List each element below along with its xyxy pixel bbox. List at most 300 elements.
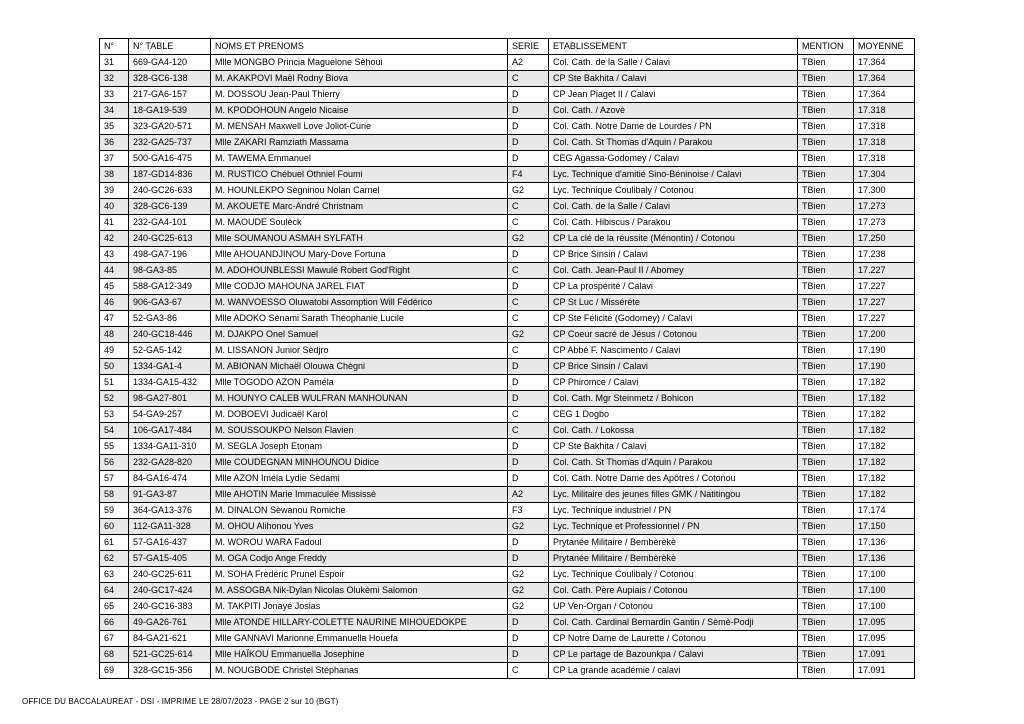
cell-school: Lyc. Technique Coulibaly / Cotonou xyxy=(549,567,798,583)
cell-mention: TBien xyxy=(798,583,854,599)
cell-series: C xyxy=(508,407,549,423)
cell-name: Mlle AZON Iméla Lydie Sèdami xyxy=(211,471,508,487)
cell-number: 45 xyxy=(100,279,129,295)
cell-table-number: 588-GA12-349 xyxy=(129,279,211,295)
cell-mention: TBien xyxy=(798,183,854,199)
cell-number: 39 xyxy=(100,183,129,199)
cell-average: 17.304 xyxy=(854,167,915,183)
cell-table-number: 323-GA20-571 xyxy=(129,119,211,135)
cell-series: F4 xyxy=(508,167,549,183)
cell-series: A2 xyxy=(508,487,549,503)
cell-school: Col. Cath. Hibiscus / Parakou xyxy=(549,215,798,231)
cell-average: 17.364 xyxy=(854,87,915,103)
cell-school: CP Coeur sacré de Jésus / Cotonou xyxy=(549,327,798,343)
cell-average: 17.136 xyxy=(854,535,915,551)
table-row xyxy=(100,87,915,103)
cell-mention: TBien xyxy=(798,167,854,183)
cell-number: 32 xyxy=(100,71,129,87)
table-row xyxy=(100,455,915,471)
cell-mention: TBien xyxy=(798,471,854,487)
cell-name: Mlle TOGODO AZON Paméla xyxy=(211,375,508,391)
table-row xyxy=(100,359,915,375)
cell-number: 34 xyxy=(100,103,129,119)
cell-name: M. ABIONAN Michaël Olouwa Chègni xyxy=(211,359,508,375)
cell-school: Lyc. Militaire des jeunes filles GMK / Natitingou xyxy=(549,487,798,503)
header-number: N° xyxy=(100,39,129,55)
cell-series: D xyxy=(508,615,549,631)
table-row xyxy=(100,503,915,519)
cell-school: Col. Cath. Père Aupiais / Cotonou xyxy=(549,583,798,599)
table-row xyxy=(100,407,915,423)
cell-mention: TBien xyxy=(798,663,854,679)
cell-school: Col. Cath. Jean-Paul II / Abomey xyxy=(549,263,798,279)
cell-series: D xyxy=(508,359,549,375)
cell-school: CP La clé de la réussite (Ménontin) / Cotonou xyxy=(549,231,798,247)
header-average: MOYENNE xyxy=(854,39,915,55)
cell-average: 17.273 xyxy=(854,215,915,231)
cell-name: M. SOHA Frédéric Prunel Espoir xyxy=(211,567,508,583)
cell-table-number: 232-GA4-101 xyxy=(129,215,211,231)
cell-series: D xyxy=(508,375,549,391)
cell-school: Col. Cath. de la Salle / Calavi xyxy=(549,55,798,71)
cell-school: UP Ven-Organ / Cotonou xyxy=(549,599,798,615)
cell-table-number: 240-GC17-424 xyxy=(129,583,211,599)
table-row xyxy=(100,567,915,583)
cell-name: M. HOUNLEKPO Sègninou Nolan Carnel xyxy=(211,183,508,199)
cell-number: 59 xyxy=(100,503,129,519)
cell-mention: TBien xyxy=(798,247,854,263)
cell-average: 17.364 xyxy=(854,71,915,87)
cell-average: 17.095 xyxy=(854,615,915,631)
cell-average: 17.091 xyxy=(854,663,915,679)
cell-table-number: 49-GA26-761 xyxy=(129,615,211,631)
header-names: NOMS ET PRENOMS xyxy=(211,39,508,55)
cell-mention: TBien xyxy=(798,87,854,103)
cell-table-number: 112-GA11-328 xyxy=(129,519,211,535)
cell-mention: TBien xyxy=(798,119,854,135)
cell-name: M. KPODOHOUN Angelo Nicaise xyxy=(211,103,508,119)
cell-school: CP Brice Sinsin / Calavi xyxy=(549,247,798,263)
table-row xyxy=(100,487,915,503)
cell-school: CP St Luc / Misséréte xyxy=(549,295,798,311)
cell-school: CP Le partage de Bazounkpa / Calavi xyxy=(549,647,798,663)
cell-average: 17.190 xyxy=(854,359,915,375)
cell-school: Col. Cath. / Azovè xyxy=(549,103,798,119)
cell-name: M. AKOUETE Marc-André Christnam xyxy=(211,199,508,215)
cell-school: CP Ste Bakhita / Calavi xyxy=(549,439,798,455)
cell-number: 38 xyxy=(100,167,129,183)
cell-table-number: 98-GA3-85 xyxy=(129,263,211,279)
table-row xyxy=(100,551,915,567)
cell-table-number: 57-GA16-437 xyxy=(129,535,211,551)
cell-table-number: 52-GA5-142 xyxy=(129,343,211,359)
cell-average: 17.200 xyxy=(854,327,915,343)
table-row xyxy=(100,615,915,631)
cell-average: 17.182 xyxy=(854,487,915,503)
table-body xyxy=(100,55,915,679)
cell-table-number: 240-GC25-611 xyxy=(129,567,211,583)
cell-number: 55 xyxy=(100,439,129,455)
cell-mention: TBien xyxy=(798,567,854,583)
cell-table-number: 521-GC25-614 xyxy=(129,647,211,663)
cell-mention: TBien xyxy=(798,231,854,247)
cell-mention: TBien xyxy=(798,359,854,375)
cell-number: 41 xyxy=(100,215,129,231)
cell-mention: TBien xyxy=(798,375,854,391)
cell-name: Mlle ADOKO Sènami Sarath Théophanie Lucile xyxy=(211,311,508,327)
cell-series: G2 xyxy=(508,519,549,535)
cell-school: Prytanée Militaire / Bembèrèkè xyxy=(549,535,798,551)
cell-table-number: 187-GD14-836 xyxy=(129,167,211,183)
cell-average: 17.238 xyxy=(854,247,915,263)
cell-table-number: 52-GA3-86 xyxy=(129,311,211,327)
cell-average: 17.250 xyxy=(854,231,915,247)
cell-number: 66 xyxy=(100,615,129,631)
table-row xyxy=(100,119,915,135)
cell-mention: TBien xyxy=(798,327,854,343)
cell-series: C xyxy=(508,663,549,679)
cell-table-number: 498-GA7-196 xyxy=(129,247,211,263)
table-row xyxy=(100,647,915,663)
cell-series: G2 xyxy=(508,183,549,199)
cell-name: M. MAOUDE Souléck xyxy=(211,215,508,231)
cell-number: 58 xyxy=(100,487,129,503)
cell-average: 17.318 xyxy=(854,119,915,135)
table-row xyxy=(100,295,915,311)
cell-table-number: 328-GC15-356 xyxy=(129,663,211,679)
cell-mention: TBien xyxy=(798,439,854,455)
cell-table-number: 84-GA16-474 xyxy=(129,471,211,487)
table-row xyxy=(100,631,915,647)
cell-mention: TBien xyxy=(798,199,854,215)
cell-average: 17.190 xyxy=(854,343,915,359)
header-school: ETABLISSEMENT xyxy=(549,39,798,55)
cell-name: M. SEGLA Joseph Etonam xyxy=(211,439,508,455)
cell-mention: TBien xyxy=(798,215,854,231)
cell-mention: TBien xyxy=(798,391,854,407)
cell-mention: TBien xyxy=(798,487,854,503)
cell-average: 17.318 xyxy=(854,135,915,151)
cell-table-number: 217-GA6-157 xyxy=(129,87,211,103)
header-series: SERIE xyxy=(508,39,549,55)
cell-average: 17.091 xyxy=(854,647,915,663)
cell-name: M. MENSAH Maxwell Love Joliot-Curie xyxy=(211,119,508,135)
cell-average: 17.364 xyxy=(854,55,915,71)
cell-table-number: 1334-GA1-4 xyxy=(129,359,211,375)
cell-series: G2 xyxy=(508,599,549,615)
cell-mention: TBien xyxy=(798,551,854,567)
cell-average: 17.100 xyxy=(854,599,915,615)
cell-table-number: 106-GA17-484 xyxy=(129,423,211,439)
cell-average: 17.182 xyxy=(854,375,915,391)
cell-mention: TBien xyxy=(798,599,854,615)
header-mention: MENTION xyxy=(798,39,854,55)
cell-series: C xyxy=(508,423,549,439)
cell-school: CEG 1 Dogbo xyxy=(549,407,798,423)
cell-average: 17.227 xyxy=(854,279,915,295)
cell-number: 51 xyxy=(100,375,129,391)
cell-school: CP La prospérité / Calavi xyxy=(549,279,798,295)
cell-mention: TBien xyxy=(798,647,854,663)
cell-mention: TBien xyxy=(798,519,854,535)
cell-school: Col. Cath. / Lokossa xyxy=(549,423,798,439)
cell-table-number: 84-GA21-621 xyxy=(129,631,211,647)
cell-school: Col. Cath. Cardinal Bernardin Gantin / Sèmè-Podji xyxy=(549,615,798,631)
cell-series: C xyxy=(508,295,549,311)
cell-school: Lyc. Technique d'amitié Sino-Béninoise / Calavi xyxy=(549,167,798,183)
cell-mention: TBien xyxy=(798,455,854,471)
table-row xyxy=(100,135,915,151)
cell-number: 63 xyxy=(100,567,129,583)
cell-school: CP Jean Piaget II / Calavi xyxy=(549,87,798,103)
cell-number: 53 xyxy=(100,407,129,423)
cell-table-number: 240-GC25-613 xyxy=(129,231,211,247)
cell-mention: TBien xyxy=(798,279,854,295)
cell-school: CP La grande académie / calavi xyxy=(549,663,798,679)
cell-table-number: 669-GA4-120 xyxy=(129,55,211,71)
cell-number: 33 xyxy=(100,87,129,103)
cell-name: M. DOSSOU Jean-Paul Thierry xyxy=(211,87,508,103)
cell-school: CP Phiromce / Calavi xyxy=(549,375,798,391)
cell-average: 17.227 xyxy=(854,311,915,327)
cell-name: M. DOBOEVI Judicaël Karol xyxy=(211,407,508,423)
table-row xyxy=(100,519,915,535)
cell-mention: TBien xyxy=(798,295,854,311)
cell-mention: TBien xyxy=(798,135,854,151)
cell-series: D xyxy=(508,535,549,551)
cell-series: C xyxy=(508,311,549,327)
cell-number: 49 xyxy=(100,343,129,359)
cell-name: M. DJAKPO Onel Samuel xyxy=(211,327,508,343)
cell-series: D xyxy=(508,551,549,567)
table-row xyxy=(100,311,915,327)
cell-name: M. WANVOESSO Oluwatobi Assomption Will Fédérico xyxy=(211,295,508,311)
cell-series: D xyxy=(508,631,549,647)
cell-name: M. WOROU WARA Fadoul xyxy=(211,535,508,551)
cell-name: M. NOUGBODE Christel Stéphanas xyxy=(211,663,508,679)
cell-number: 56 xyxy=(100,455,129,471)
cell-table-number: 232-GA25-737 xyxy=(129,135,211,151)
cell-average: 17.182 xyxy=(854,455,915,471)
cell-name: M. ASSOGBA Nik-Dylan Nicolas Olukèmi Salomon xyxy=(211,583,508,599)
cell-series: D xyxy=(508,247,549,263)
table-row xyxy=(100,327,915,343)
cell-series: C xyxy=(508,215,549,231)
cell-average: 17.273 xyxy=(854,199,915,215)
cell-school: Lyc. Technique Coulibaly / Cotonou xyxy=(549,183,798,199)
cell-name: M. LISSANON Junior Sèdjro xyxy=(211,343,508,359)
table-row xyxy=(100,183,915,199)
cell-series: G2 xyxy=(508,567,549,583)
table-row xyxy=(100,231,915,247)
cell-table-number: 328-GC6-139 xyxy=(129,199,211,215)
cell-series: D xyxy=(508,471,549,487)
cell-name: Mlle AHOTIN Marie Immaculée Mississè xyxy=(211,487,508,503)
cell-table-number: 54-GA9-257 xyxy=(129,407,211,423)
cell-mention: TBien xyxy=(798,423,854,439)
cell-number: 35 xyxy=(100,119,129,135)
cell-table-number: 240-GC16-383 xyxy=(129,599,211,615)
cell-average: 17.100 xyxy=(854,583,915,599)
cell-school: Lyc. Technique et Professionnel / PN xyxy=(549,519,798,535)
cell-name: M. DINALON Sèwanou Romiche xyxy=(211,503,508,519)
cell-school: CP Notre Dame de Laurette / Cotonou xyxy=(549,631,798,647)
cell-mention: TBien xyxy=(798,535,854,551)
cell-number: 69 xyxy=(100,663,129,679)
cell-series: D xyxy=(508,87,549,103)
cell-number: 65 xyxy=(100,599,129,615)
cell-name: Mlle ATONDE HILLARY-COLETTE NAURINE MIHOUEDOKPE xyxy=(211,615,508,631)
cell-table-number: 18-GA19-539 xyxy=(129,103,211,119)
cell-name: Mlle ZAKARI Ramziath Massama xyxy=(211,135,508,151)
cell-number: 37 xyxy=(100,151,129,167)
cell-school: Col. Cath. St Thomas d'Aquin / Parakou xyxy=(549,135,798,151)
cell-number: 52 xyxy=(100,391,129,407)
cell-number: 50 xyxy=(100,359,129,375)
page-footer: OFFICE DU BACCALAUREAT - DSI - IMPRIME LE 28/07/2023 - PAGE 2 sur 10 (BGT) xyxy=(22,697,339,706)
table-row xyxy=(100,71,915,87)
cell-average: 17.100 xyxy=(854,567,915,583)
cell-series: G2 xyxy=(508,583,549,599)
cell-number: 67 xyxy=(100,631,129,647)
cell-number: 40 xyxy=(100,199,129,215)
cell-mention: TBien xyxy=(798,263,854,279)
header-table-number: N° TABLE xyxy=(129,39,211,55)
cell-school: CEG Agassa-Godomey / Calavi xyxy=(549,151,798,167)
table-row xyxy=(100,535,915,551)
cell-table-number: 98-GA27-801 xyxy=(129,391,211,407)
cell-name: M. RUSTICO Chébuel Othniel Foumi xyxy=(211,167,508,183)
table-row xyxy=(100,199,915,215)
table-row xyxy=(100,439,915,455)
cell-average: 17.095 xyxy=(854,631,915,647)
cell-average: 17.182 xyxy=(854,439,915,455)
cell-school: Col. Cath. Notre Dame de Lourdes / PN xyxy=(549,119,798,135)
cell-series: G2 xyxy=(508,327,549,343)
cell-series: D xyxy=(508,119,549,135)
cell-average: 17.182 xyxy=(854,391,915,407)
cell-table-number: 1334-GA11-310 xyxy=(129,439,211,455)
cell-series: D xyxy=(508,135,549,151)
cell-mention: TBien xyxy=(798,631,854,647)
cell-series: D xyxy=(508,279,549,295)
cell-number: 68 xyxy=(100,647,129,663)
cell-number: 64 xyxy=(100,583,129,599)
table-row xyxy=(100,583,915,599)
table-row xyxy=(100,375,915,391)
cell-school: Lyc. Technique industriel / PN xyxy=(549,503,798,519)
cell-series: D xyxy=(508,439,549,455)
cell-average: 17.182 xyxy=(854,471,915,487)
cell-number: 36 xyxy=(100,135,129,151)
cell-mention: TBien xyxy=(798,615,854,631)
cell-table-number: 1334-GA15-432 xyxy=(129,375,211,391)
cell-name: M. ADOHOUNBLESSI Mawulé Robert God'Right xyxy=(211,263,508,279)
table-row xyxy=(100,663,915,679)
table-row xyxy=(100,167,915,183)
results-table xyxy=(99,38,915,679)
table-row xyxy=(100,279,915,295)
table-row xyxy=(100,103,915,119)
cell-average: 17.227 xyxy=(854,295,915,311)
table-row xyxy=(100,343,915,359)
cell-series: D xyxy=(508,103,549,119)
cell-number: 57 xyxy=(100,471,129,487)
cell-number: 46 xyxy=(100,295,129,311)
cell-average: 17.300 xyxy=(854,183,915,199)
cell-series: C xyxy=(508,343,549,359)
cell-name: M. OGA Codjo Ange Freddy xyxy=(211,551,508,567)
cell-name: Mlle MONGBO Princia Maguelone Sèhoui xyxy=(211,55,508,71)
cell-name: Mlle CODJO MAHOUNA JAREL FIAT xyxy=(211,279,508,295)
header-row xyxy=(100,39,915,55)
cell-school: CP Ste Bakhita / Calavi xyxy=(549,71,798,87)
cell-table-number: 240-GC18-446 xyxy=(129,327,211,343)
cell-number: 42 xyxy=(100,231,129,247)
cell-mention: TBien xyxy=(798,407,854,423)
cell-number: 47 xyxy=(100,311,129,327)
cell-series: D xyxy=(508,391,549,407)
table-row xyxy=(100,423,915,439)
cell-average: 17.136 xyxy=(854,551,915,567)
cell-mention: TBien xyxy=(798,103,854,119)
cell-school: CP Abbé F. Nascimento / Calavi xyxy=(549,343,798,359)
cell-mention: TBien xyxy=(798,311,854,327)
cell-series: C xyxy=(508,71,549,87)
cell-number: 61 xyxy=(100,535,129,551)
cell-table-number: 232-GA28-820 xyxy=(129,455,211,471)
cell-mention: TBien xyxy=(798,71,854,87)
cell-number: 54 xyxy=(100,423,129,439)
cell-series: D xyxy=(508,455,549,471)
cell-mention: TBien xyxy=(798,503,854,519)
cell-series: D xyxy=(508,151,549,167)
cell-name: M. OHOU Alihonou Yves xyxy=(211,519,508,535)
cell-school: Col. Cath. Mgr Steinmetz / Bohicon xyxy=(549,391,798,407)
cell-number: 48 xyxy=(100,327,129,343)
cell-name: Mlle GANNAVI Marionne Emmanuella Houefa xyxy=(211,631,508,647)
cell-average: 17.227 xyxy=(854,263,915,279)
table-row xyxy=(100,215,915,231)
cell-name: M. HOUNYO CALEB WULFRAN MANHOUNAN xyxy=(211,391,508,407)
cell-series: F3 xyxy=(508,503,549,519)
cell-average: 17.318 xyxy=(854,151,915,167)
cell-average: 17.182 xyxy=(854,423,915,439)
cell-table-number: 328-GC6-138 xyxy=(129,71,211,87)
cell-average: 17.150 xyxy=(854,519,915,535)
cell-school: Col. Cath. de la Salle / Calavi xyxy=(549,199,798,215)
cell-average: 17.318 xyxy=(854,103,915,119)
cell-school: Col. Cath. Notre Dame des Apôtres / Cotonou xyxy=(549,471,798,487)
table-row xyxy=(100,263,915,279)
cell-school: CP Brice Sinsin / Calavi xyxy=(549,359,798,375)
cell-table-number: 500-GA16-475 xyxy=(129,151,211,167)
cell-series: G2 xyxy=(508,231,549,247)
cell-table-number: 906-GA3-67 xyxy=(129,295,211,311)
cell-name: Mlle HAÏKOU Emmanuella Josephine xyxy=(211,647,508,663)
cell-name: M. SOUSSOUKPO Nelson Flavien xyxy=(211,423,508,439)
cell-number: 31 xyxy=(100,55,129,71)
table-row xyxy=(100,55,915,71)
cell-school: CP Ste Félicité (Godomey) / Calavi xyxy=(549,311,798,327)
cell-number: 44 xyxy=(100,263,129,279)
cell-school: Prytanée Militaire / Bembèrèkè xyxy=(549,551,798,567)
table-row xyxy=(100,247,915,263)
cell-series: D xyxy=(508,647,549,663)
table-row xyxy=(100,391,915,407)
cell-name: Mlle SOUMANOU ASMAH SYLFATH xyxy=(211,231,508,247)
cell-name: M. TAWEMA Emmanuel xyxy=(211,151,508,167)
